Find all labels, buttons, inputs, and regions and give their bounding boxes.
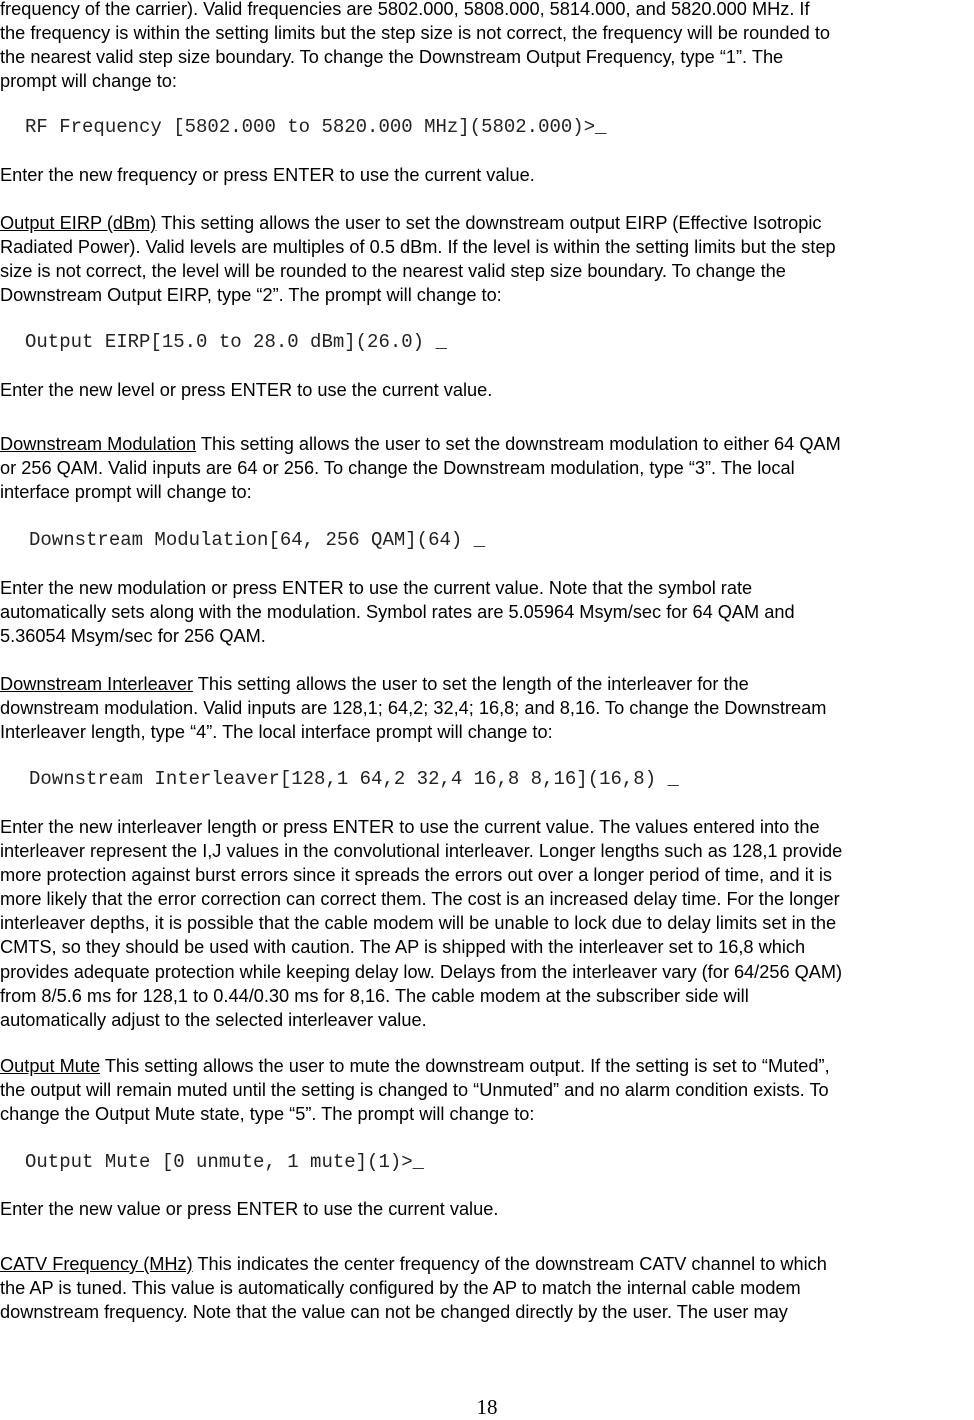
text-line: the AP is tuned. This value is automatically configured by the AP to match the internal cable modem — [0, 1278, 801, 1299]
text-line: downstream frequency. Note that the value can not be changed directly by the user. The user may — [0, 1302, 788, 1323]
text-line: This setting allows the user to set the downstream output EIRP (Effective Isotropic — [156, 213, 822, 233]
text-line: Enter the new modulation or press ENTER to use the current value. Note that the symbol rate — [0, 578, 753, 598]
text-line: This setting allows the user to set the length of the interleaver for the — [193, 674, 749, 694]
downstream-interleaver-heading: Downstream Interleaver — [0, 674, 194, 694]
text-line: Enter the new frequency or press ENTER to use the current value. — [0, 165, 535, 185]
text-line: CMTS, so they should be used with caution. The AP is shipped with the interleaver set to 16,8 which — [0, 937, 806, 958]
output-eirp-paragraph — [0, 211, 972, 307]
text-line: This setting allows the user to mute the downstream output. If the setting is set to “Muted”, — [100, 1056, 830, 1076]
output-eirp-after-paragraph — [0, 378, 972, 402]
rf-frequency-prompt: RF Frequency [5802.000 to 5820.000 MHz](5802.000)>_ — [25, 116, 607, 138]
text-line: Enter the new level or press ENTER to use the current value. — [0, 380, 493, 400]
text-line: more likely that the error correction can correct them. The cost is an increased delay time. For the longer — [0, 889, 840, 910]
text-line: interface prompt will change to: — [0, 482, 252, 503]
intro-paragraph — [0, 0, 972, 93]
page-number: 18 — [476, 1395, 498, 1419]
text-line: Enter the new value or press ENTER to use the current value. — [0, 1199, 499, 1219]
text-line: provides adequate protection while keeping delay low. Delays from the interleaver vary (for 64/256 QAM) — [0, 961, 843, 982]
output-eirp-heading: Output EIRP (dBm) — [0, 213, 157, 233]
text-line: This indicates the center frequency of the downstream CATV channel to which — [192, 1254, 827, 1274]
text-line: Downstream Output EIRP, type “2”. The prompt will change to: — [0, 285, 502, 306]
text-line: change the Output Mute state, type “5”. The prompt will change to: — [0, 1104, 535, 1125]
text-line: from 8/5.6 ms for 128,1 to 0.44/0.30 ms for 8,16. The cable modem at the subscriber side will — [0, 985, 749, 1006]
text-line: the nearest valid step size boundary. To change the Downstream Output Frequency, type “1”. The — [0, 47, 784, 68]
downstream-interleaver-after-paragraph — [0, 815, 972, 1032]
downstream-modulation-after-paragraph — [0, 576, 972, 648]
text-line: prompt will change to: — [0, 71, 177, 92]
text-line: interleaver represent the I,J values in the convolutional interleaver. Longer lengths such as 128,1 provide — [0, 841, 843, 862]
output-mute-heading: Output Mute — [0, 1056, 101, 1076]
text-line: This setting allows the user to set the downstream modulation to either 64 QAM — [196, 434, 841, 454]
text-line: 5.36054 Msym/sec for 256 QAM. — [0, 626, 266, 647]
output-mute-paragraph — [0, 1054, 972, 1126]
output-mute-after-paragraph — [0, 1197, 972, 1221]
downstream-interleaver-prompt: Downstream Interleaver[128,1 64,2 32,4 16,8 8,16](16,8) _ — [29, 768, 679, 790]
text-line: or 256 QAM. Valid inputs are 64 or 256. To change the Downstream modulation, type “3”. The local — [0, 458, 795, 479]
downstream-interleaver-paragraph — [0, 672, 972, 744]
text-line: Enter the new interleaver length or press ENTER to use the current value. The values entered into the — [0, 817, 820, 837]
text-line: Interleaver length, type “4”. The local interface prompt will change to: — [0, 722, 553, 743]
text-line: downstream modulation. Valid inputs are 128,1; 64,2; 32,4; 16,8; and 8,16. To change the Downstream — [0, 698, 827, 719]
text-line: Radiated Power). Valid levels are multiples of 0.5 dBm. If the level is within the setting limits but the step — [0, 237, 836, 258]
text-line: automatically sets along with the modulation. Symbol rates are 5.05964 Msym/sec for 64 QAM and — [0, 602, 795, 623]
text-line: the output will remain muted until the setting is changed to “Unmuted” and no alarm condition exists. To — [0, 1080, 829, 1101]
text-line: size is not correct, the level will be rounded to the nearest valid step size boundary. To change the — [0, 261, 786, 282]
text-line: automatically adjust to the selected interleaver value. — [0, 1009, 427, 1030]
downstream-modulation-prompt: Downstream Modulation[64, 256 QAM](64) _ — [29, 529, 486, 551]
catv-frequency-heading: CATV Frequency (MHz) — [0, 1254, 193, 1274]
output-eirp-prompt: Output EIRP[15.0 to 28.0 dBm](26.0) _ — [25, 331, 447, 353]
text-line: more protection against burst errors since it spreads the errors out over a longer period of time, and it is — [0, 865, 832, 886]
text-line: the frequency is within the setting limits but the step size is not correct, the frequency will be rounded to — [0, 23, 830, 44]
downstream-modulation-paragraph — [0, 432, 972, 504]
output-mute-prompt: Output Mute [0 unmute, 1 mute](1)>_ — [25, 1151, 425, 1173]
intro-after-paragraph — [0, 163, 972, 187]
catv-frequency-paragraph — [0, 1252, 972, 1324]
downstream-modulation-heading: Downstream Modulation — [0, 434, 197, 454]
text-line: interleaver depths, it is possible that the cable modem will be unable to lock due to delay limits set in the — [0, 913, 837, 934]
text-line: frequency of the carrier). Valid frequencies are 5802.000, 5808.000, 5814.000, and 5820.000 MHz. If — [0, 0, 810, 19]
